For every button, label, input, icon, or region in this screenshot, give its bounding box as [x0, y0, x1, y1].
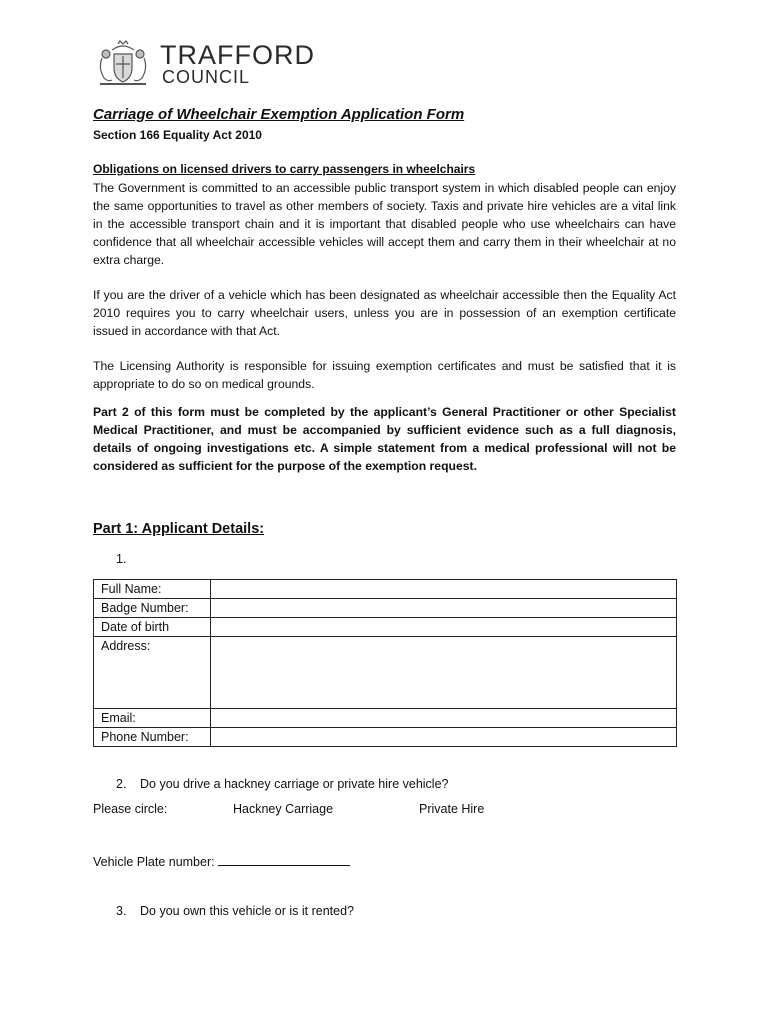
address-field[interactable] — [211, 637, 677, 709]
email-field[interactable] — [211, 709, 677, 728]
please-circle-label: Please circle: — [93, 802, 168, 816]
form-subtitle: Section 166 Equality Act 2010 — [93, 128, 262, 142]
email-label: Email: — [94, 709, 211, 728]
question-2-text: Do you drive a hackney carriage or private hire vehicle? — [140, 777, 449, 791]
date-of-birth-field[interactable] — [211, 618, 677, 637]
table-row — [94, 618, 677, 637]
paragraph-government: The Government is committed to an accessible public transport system in which disabled people can enjoy the same opportunities to travel as other members of society. Taxis and private hire vehicles are a vital link in the accessible transport chain and it is important that disabled people who use wheelchairs can have confidence that all wheelchair accessible vehicles will accept them and carry them in their wheelchair at no extra charge. — [93, 181, 676, 267]
question-3 — [116, 904, 354, 918]
applicant-details-table — [93, 579, 677, 747]
org-name-line2: COUNCIL — [162, 67, 251, 87]
table-row — [94, 580, 677, 599]
table-row — [94, 709, 677, 728]
question-1-number: 1. — [116, 552, 127, 566]
table-row — [94, 637, 677, 709]
table-row — [94, 728, 677, 747]
question-3-number: 3. — [116, 904, 127, 918]
paragraph-part2-notice: Part 2 of this form must be completed by the applicant’s General Practitioner or other Specialist Medical Practitioner, and must be accompanied by sufficient evidence such as a full diagnosis, details of ongoing investigations etc. A simple statement from a medical professional will not be considered as sufficient for the purpose of the exemption request. — [93, 405, 676, 473]
phone-number-field[interactable] — [211, 728, 677, 747]
date-of-birth-label: Date of birth — [94, 618, 211, 637]
vehicle-plate-field[interactable] — [218, 852, 350, 866]
obligations-heading: Obligations on licensed drivers to carry passengers in wheelchairs — [93, 162, 476, 176]
full-name-field[interactable] — [211, 580, 677, 599]
badge-number-field[interactable] — [211, 599, 677, 618]
option-hackney-carriage[interactable]: Hackney Carriage — [233, 802, 334, 816]
vehicle-plate-label: Vehicle Plate number: — [93, 855, 215, 869]
part1-heading: Part 1: Applicant Details: — [93, 521, 265, 537]
option-private-hire[interactable]: Private Hire — [419, 802, 485, 816]
question-2-number: 2. — [116, 777, 127, 791]
badge-number-label: Badge Number: — [94, 599, 211, 618]
paragraph-driver: If you are the driver of a vehicle which has been designated as wheelchair accessible then the Equality Act 2010 requires you to carry wheelchair users, unless you are in possession of an exemption certificate issued in accordance with that Act. — [93, 288, 676, 338]
council-logo — [94, 40, 324, 90]
full-name-label: Full Name: — [94, 580, 211, 599]
address-label: Address: — [94, 637, 211, 709]
coat-of-arms-icon — [94, 40, 152, 90]
org-name-line1: TRAFFORD — [160, 40, 315, 70]
table-row — [94, 599, 677, 618]
paragraph-licensing: The Licensing Authority is responsible for issuing exemption certificates and must be satisfied that it is appropriate to do so on medical grounds. — [93, 359, 676, 391]
question-3-text: Do you own this vehicle or is it rented? — [140, 904, 354, 918]
form-title: Carriage of Wheelchair Exemption Application Form — [93, 106, 465, 123]
phone-number-label: Phone Number: — [94, 728, 211, 747]
question-2 — [116, 777, 449, 791]
vehicle-plate-row — [93, 852, 350, 869]
